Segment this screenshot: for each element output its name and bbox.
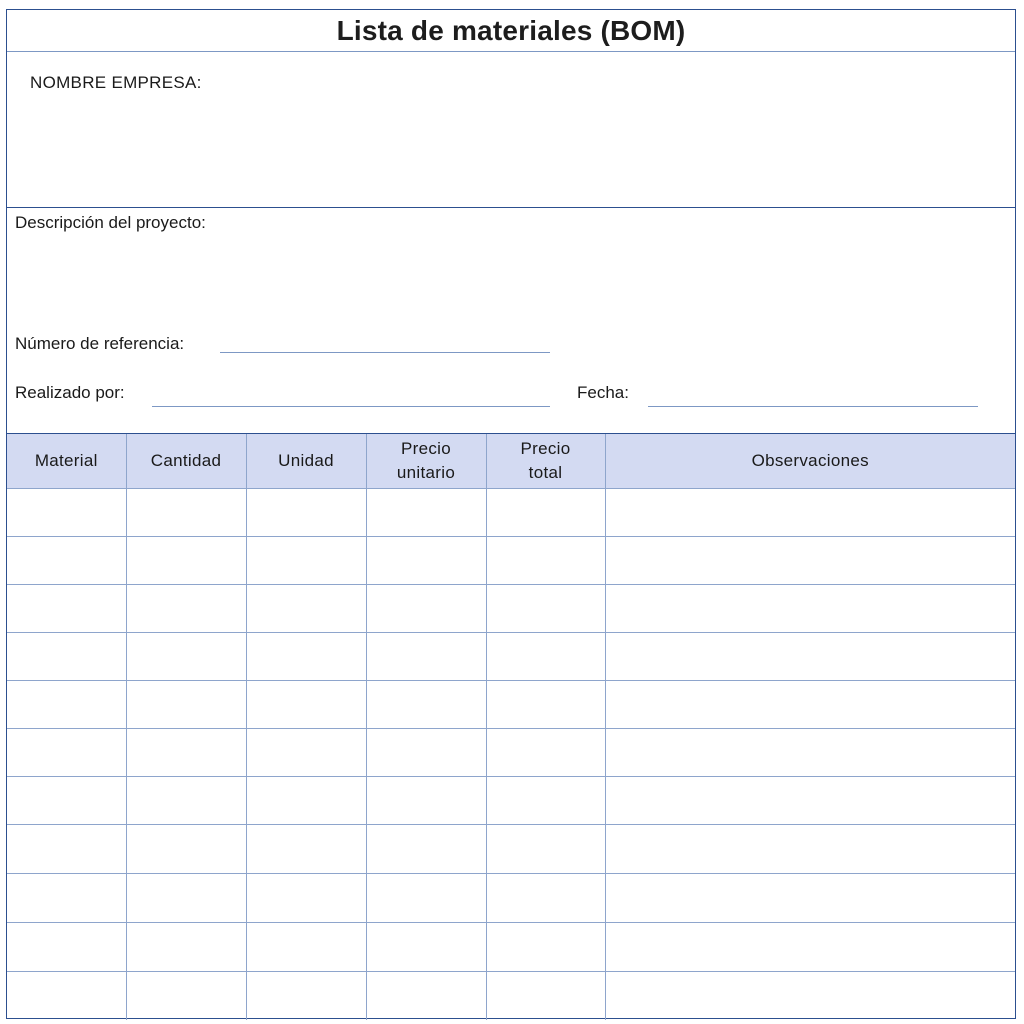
cell-total-price[interactable] xyxy=(486,729,605,777)
cell-quantity[interactable] xyxy=(126,585,246,633)
cell-unit-price[interactable] xyxy=(366,537,486,585)
cell-observations[interactable] xyxy=(605,874,1015,923)
date-line[interactable] xyxy=(648,406,978,407)
cell-total-price[interactable] xyxy=(486,537,605,585)
table-row xyxy=(7,681,1015,729)
table-row xyxy=(7,537,1015,585)
cell-unit-price[interactable] xyxy=(366,874,486,923)
cell-observations[interactable] xyxy=(605,729,1015,777)
table-body xyxy=(7,489,1015,1021)
cell-quantity[interactable] xyxy=(126,681,246,729)
cell-quantity[interactable] xyxy=(126,489,246,537)
cell-quantity[interactable] xyxy=(126,729,246,777)
cell-material[interactable] xyxy=(7,777,126,825)
form-title: Lista de materiales (BOM) xyxy=(336,14,686,46)
cell-unit-price[interactable] xyxy=(366,681,486,729)
cell-material[interactable] xyxy=(7,923,126,972)
cell-material[interactable] xyxy=(7,537,126,585)
column-header-unit-price: Precio unitario xyxy=(366,434,486,489)
cell-unit[interactable] xyxy=(246,489,366,537)
cell-unit[interactable] xyxy=(246,537,366,585)
cell-total-price[interactable] xyxy=(486,681,605,729)
cell-quantity[interactable] xyxy=(126,825,246,874)
cell-observations[interactable] xyxy=(605,585,1015,633)
cell-material[interactable] xyxy=(7,633,126,681)
cell-observations[interactable] xyxy=(605,923,1015,972)
cell-quantity[interactable] xyxy=(126,777,246,825)
cell-observations[interactable] xyxy=(605,489,1015,537)
cell-quantity[interactable] xyxy=(126,537,246,585)
cell-material[interactable] xyxy=(7,489,126,537)
column-header-quantity: Cantidad xyxy=(126,434,246,489)
cell-total-price[interactable] xyxy=(486,585,605,633)
column-header-total-price: Precio total xyxy=(486,434,605,489)
column-header-unit: Unidad xyxy=(246,434,366,489)
cell-unit-price[interactable] xyxy=(366,729,486,777)
materials-table xyxy=(7,434,1015,1020)
cell-unit[interactable] xyxy=(246,923,366,972)
cell-unit-price[interactable] xyxy=(366,633,486,681)
cell-observations[interactable] xyxy=(605,681,1015,729)
table-row xyxy=(7,633,1015,681)
cell-observations[interactable] xyxy=(605,972,1015,1021)
cell-unit[interactable] xyxy=(246,633,366,681)
cell-observations[interactable] xyxy=(605,777,1015,825)
date-label: Fecha: xyxy=(577,383,629,402)
cell-total-price[interactable] xyxy=(486,633,605,681)
table-row xyxy=(7,489,1015,537)
made-by-line[interactable] xyxy=(152,406,550,407)
cell-unit[interactable] xyxy=(246,972,366,1021)
cell-unit-price[interactable] xyxy=(366,489,486,537)
made-by-label: Realizado por: xyxy=(15,383,125,402)
column-header-observations: Observaciones xyxy=(605,434,1015,489)
table-row xyxy=(7,825,1015,874)
cell-total-price[interactable] xyxy=(486,489,605,537)
cell-unit-price[interactable] xyxy=(366,972,486,1021)
table-row xyxy=(7,972,1015,1021)
table-row xyxy=(7,729,1015,777)
cell-unit[interactable] xyxy=(246,585,366,633)
cell-observations[interactable] xyxy=(605,633,1015,681)
company-section xyxy=(7,51,1015,208)
cell-total-price[interactable] xyxy=(486,874,605,923)
cell-quantity[interactable] xyxy=(126,972,246,1021)
cell-total-price[interactable] xyxy=(486,972,605,1021)
reference-number-line[interactable] xyxy=(220,352,550,353)
project-section xyxy=(7,207,1015,434)
cell-unit[interactable] xyxy=(246,777,366,825)
cell-material[interactable] xyxy=(7,681,126,729)
column-header-material: Material xyxy=(7,434,126,489)
cell-total-price[interactable] xyxy=(486,777,605,825)
cell-unit[interactable] xyxy=(246,874,366,923)
table-row xyxy=(7,923,1015,972)
cell-unit[interactable] xyxy=(246,681,366,729)
table-row xyxy=(7,874,1015,923)
cell-unit-price[interactable] xyxy=(366,825,486,874)
cell-material[interactable] xyxy=(7,874,126,923)
table-row xyxy=(7,777,1015,825)
cell-material[interactable] xyxy=(7,729,126,777)
cell-unit-price[interactable] xyxy=(366,923,486,972)
company-name-label: NOMBRE EMPRESA: xyxy=(30,73,202,92)
cell-unit-price[interactable] xyxy=(366,585,486,633)
cell-material[interactable] xyxy=(7,972,126,1021)
table-row xyxy=(7,585,1015,633)
cell-observations[interactable] xyxy=(605,825,1015,874)
cell-quantity[interactable] xyxy=(126,923,246,972)
cell-quantity[interactable] xyxy=(126,633,246,681)
cell-unit[interactable] xyxy=(246,825,366,874)
bom-form xyxy=(6,9,1016,1019)
cell-unit-price[interactable] xyxy=(366,777,486,825)
cell-total-price[interactable] xyxy=(486,825,605,874)
cell-material[interactable] xyxy=(7,585,126,633)
cell-quantity[interactable] xyxy=(126,874,246,923)
reference-number-label: Número de referencia: xyxy=(15,334,185,353)
cell-unit[interactable] xyxy=(246,729,366,777)
cell-observations[interactable] xyxy=(605,537,1015,585)
cell-total-price[interactable] xyxy=(486,923,605,972)
title-row xyxy=(7,10,1015,52)
project-description-label: Descripción del proyecto: xyxy=(15,213,206,232)
table-header-row xyxy=(7,434,1015,489)
cell-material[interactable] xyxy=(7,825,126,874)
